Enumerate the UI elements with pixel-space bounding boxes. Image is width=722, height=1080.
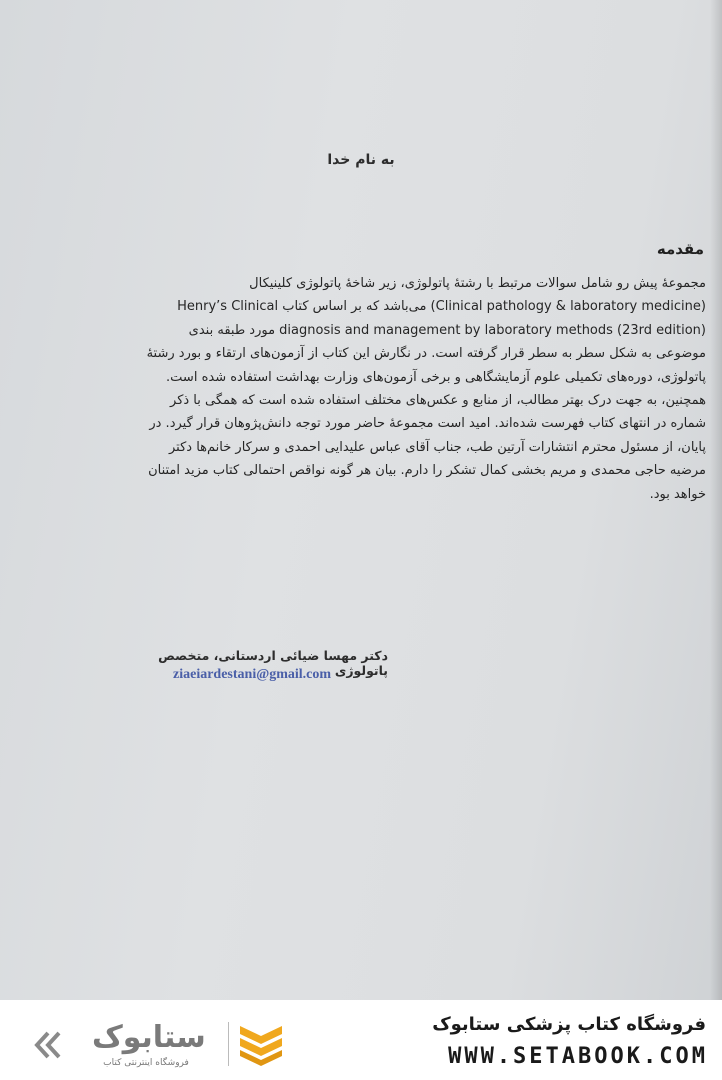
bismillah-heading: به نام خدا <box>327 152 395 168</box>
paragraph-line: موضوعی به شکل سطر به سطر قرار گرفته است. در نگارش این کتاب از آزمون‌های ارتقاء و بورد رشتهٔ <box>146 346 706 362</box>
author-signature: دکتر مهسا ضیائی اردستانی، متخصص پاتولوژی <box>158 648 388 678</box>
page-edge-shadow <box>710 0 722 1000</box>
store-name: فروشگاه کتاب پزشکی ستابوک <box>432 1014 706 1035</box>
store-footer-banner <box>0 1000 722 1080</box>
book-stack-chevron-icon <box>238 1022 284 1066</box>
author-email: ziaeiardestani@gmail.com <box>173 667 332 682</box>
setabook-logo <box>34 1018 284 1068</box>
paragraph-line: پاتولوژی، دوره‌های تکمیلی علوم آزمایشگاهی و برخی آزمون‌های وزارت بهداشت استفاده شده است. <box>166 369 706 385</box>
paragraph-line: مرضیه حاجی محمدی و مریم بخشی کمال تشکر را دارم. بیان هر گونه نواقص احتمالی کتاب مزید امتنان <box>148 463 706 479</box>
logo-subtitle: فروشگاه اینترنتی کتاب <box>103 1058 189 1068</box>
store-url[interactable]: WWW.SETABOOK.COM <box>448 1044 708 1069</box>
double-chevron-left-icon <box>34 1030 62 1060</box>
paragraph-line: همچنین، به جهت درک بهتر مطالب، از منابع و عکس‌های مختلف استفاده شده است که همگی با ذکر <box>170 393 706 409</box>
paragraph-line: خواهد بود. <box>649 486 706 502</box>
paragraph-line: diagnosis and management by laboratory methods (23rd edition) مورد طبقه بندی <box>188 322 706 338</box>
paragraph-line: پایان، از مسئول محترم انتشارات آرتین طب، جناب آقای عباس علیدایی احمدی و سرکار خانم‌ها دکتر <box>169 439 706 455</box>
preface-heading: مقدمه <box>656 240 704 258</box>
paragraph-line: شماره در انتهای کتاب فهرست شده‌اند. امید است مجموعهٔ حاضر مورد توجه دانش‌پژوهان قرار گیرد. در <box>149 416 706 432</box>
paragraph-line: مجموعهٔ پیش رو شامل سوالات مرتبط با رشتهٔ پاتولوژی، زیر شاخهٔ پاتولوژی کلینیکال <box>249 276 706 291</box>
logo-wordmark: ستابوک <box>92 1020 206 1055</box>
preface-paragraph <box>96 272 706 506</box>
logo-divider <box>228 1022 229 1066</box>
paragraph-line: (Clinical pathology & laboratory medicine) می‌باشد که بر اساس کتاب Henry’s Clinical <box>177 299 706 315</box>
